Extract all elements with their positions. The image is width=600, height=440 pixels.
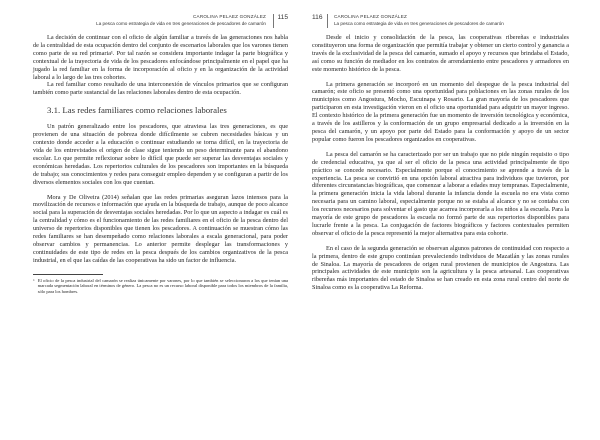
- section-heading: 3.1. Las redes familiares como relaciones laborales: [47, 105, 227, 116]
- footnote: [33, 278, 288, 295]
- body-paragraph: La red familiar como resultado de una interconexión de vínculos primarios que se configuran también como parte sustancial de las relaciones laborales dentro de esta ocupación.: [33, 81, 288, 97]
- left-page-header: [33, 14, 288, 34]
- footnote-divider: [33, 274, 103, 275]
- page-number: 115: [277, 14, 288, 21]
- body-paragraph: Desde el inicio y consolidación de la pesca, las cooperativas ribereñas e industriales constituyeron una forma de organización que permitía trabajar y obtener un cierto control y ganancia a través de la exclusividad de la pesca del camarón, sumado el apoyo y recursos que brindaba el Estado, así como su función de mediador en los contratos de arrendamiento entre pescadores y armadores en este momento histórico de la pesca.: [312, 34, 569, 73]
- body-paragraph: La primera generación se incorporó en un momento del despegue de la pesca industrial del camarón; este oficio se presentó como una oportunidad para poblaciones en las zonas rurales de los municipios como Angostura, Mocho, Escuinapa y Rosario. La gran mayoría de los pescadores que participaron en esta investigación vieron en el oficio una oportunidad para adquirir un mayor ingreso. El contexto histórico de la primera generación fue un momento de inversión tecnológica y económica, a través de los astilleros y la conformación de un grupo empresarial dedicado a la inversión en la pesca del camarón, y un apoyo por parte del Estado para la conformación y apoyo de un sector popular como fueron los pescadores organizados en cooperativas.: [312, 80, 569, 143]
- running-head-author: CAROLINA PELAEZ GONZÁLEZ: [334, 14, 407, 19]
- body-paragraph: La decisión de continuar con el oficio de algún familiar a través de las generaciones nos habla de la centralidad de esta ocupación dentro del conjunto de escenarios laborales que los varones tienen como parte de su red primaria¹. Por tal razón se considera importante indagar la parte biográfica y contextual de la trayectoria de vida de los pescadores enfocándose principalmente en el papel que ha jugado la red familiar en la forma de incorporación al oficio y en la organización de la actividad laboral a lo largo de las tres cohortes.: [33, 34, 288, 81]
- header-divider: [273, 14, 274, 28]
- body-paragraph: La pesca del camarón se ha caracterizado por ser un trabajo que no pide ningún requisito o tipo de credencial educativa, ya que al ser el oficio de la pesca una actividad principalmente de tipo práctico se concede necesario. Especialmente porque el conocimiento se aprende a través de la experiencia. La pesca se convirtió en una opción laboral atractiva para individuos que tuvieron, por diferentes circunstancias biográficas, que comenzar a laborar a edades muy tempranas. Especialmente, la primera generación inicia la vida laboral durante la infancia donde la escuela no era vista como necesaria para un camino laboral, especialmente porque no se estaba al alcance y no se contaba con los recursos necesarios para solventar el gasto que acarrea incorporarla a los niños a la escuela. Para la mayoría de este grupo de pescadores la escuela no formó parte de sus repertorios disponibles para lucrarle frente a la pesca. La conjugación de factores biográficos y factores contextuales permiten observar el oficio de la pesca representó la mejor alternativa para esta cohorte.: [312, 150, 569, 237]
- running-head-author: CAROLINA PELAEZ GONZÁLEZ: [193, 14, 266, 19]
- paragraph-gap: [312, 238, 569, 245]
- page-number: 116: [312, 14, 323, 21]
- footnote-marker: 1: [33, 277, 35, 282]
- running-head-title: La pesca como estrategia de vida en tres generaciones de pescadores de camarón: [334, 21, 504, 26]
- paragraph-gap: [312, 74, 569, 81]
- right-page: [300, 0, 600, 440]
- body-paragraph: Mora y De Oliveira (2014) señalan que las redes primarias aseguran lazos intensos para la movilización de recursos e información que ayuda en la búsqueda de trabajo, aunque de poco alcance social para la superación de desventajas sociales heredadas. Por lo que un aspecto a indagar es cuál es la centralidad y cómo es el funcionamiento de las redes familiares en el oficio de la pesca dentro del universo de repertorios disponibles que tienen los pescadores. A continuación se muestran cómo las redes familiares se han desempeñado como relaciones laborales a escala generacional, para poder observar cambios y permanencias. Lo anterior permite desplegar las transformaciones y continuidades de este tipo de redes en la pesca después de los cambios organizativos de la pesca industrial, en el que las caídas de las cooperativas ha sido un factor de influencia.: [33, 193, 288, 264]
- body-paragraph: Un patrón generalizado entre los pescadores, que atraviesa las tres generaciones, es que provienen de una situación de pobreza donde difícilmente se cubren necesidades básicas y un contexto donde acceder a la educación o continuar estudiando se torna difícil, en la trayectoria de vida de los entrevistados el origen de clase sigue teniendo un peso determinante para el abandono escolar. Lo que permite reflexionar sobre lo difícil que puede ser superar las desventajas sociales y económicas heredadas. Los repertorios culturales de los pescadores son importantes en la búsqueda de trabajo; sus conocimientos y redes para conseguir empleo dependen y se configuran a partir de los diversos elementos sociales con los que cuentan.: [33, 123, 288, 186]
- paragraph-gap: [312, 144, 569, 151]
- footnote-text: El oficio de la pesca industrial del camarón se realiza únicamente por varones, por lo que también se seleccionaron a los que tenían una marcada segmentación laboral en términos de género. La pesca no es un recurso laboral disponible para todos los miembros de la familia, sólo para los hombres.: [37, 277, 288, 294]
- paragraph-gap: [33, 187, 288, 194]
- right-page-header: [312, 14, 569, 34]
- running-head-title: La pesca como estrategia de vida en tres generaciones de pescadores de camarón: [96, 21, 266, 26]
- body-paragraph: En el caso de la segunda generación se observan algunos patrones de continuidad con respecto a la primera, dentro de este grupo continúan prevaleciendo individuos de Mazatlán y las zonas rurales de Sinaloa. La mayoría de pescadores de origen rural provienen de municipios de Angostura. Las principales actividades de este municipio son la agricultura y la pesca artesanal. Las cooperativas ribereñas más importantes del estado de Sinaloa se han creado en esta zona rural centro del norte de Sinaloa como es la cooperativa La Reforma.: [312, 244, 569, 292]
- header-divider: [327, 14, 328, 28]
